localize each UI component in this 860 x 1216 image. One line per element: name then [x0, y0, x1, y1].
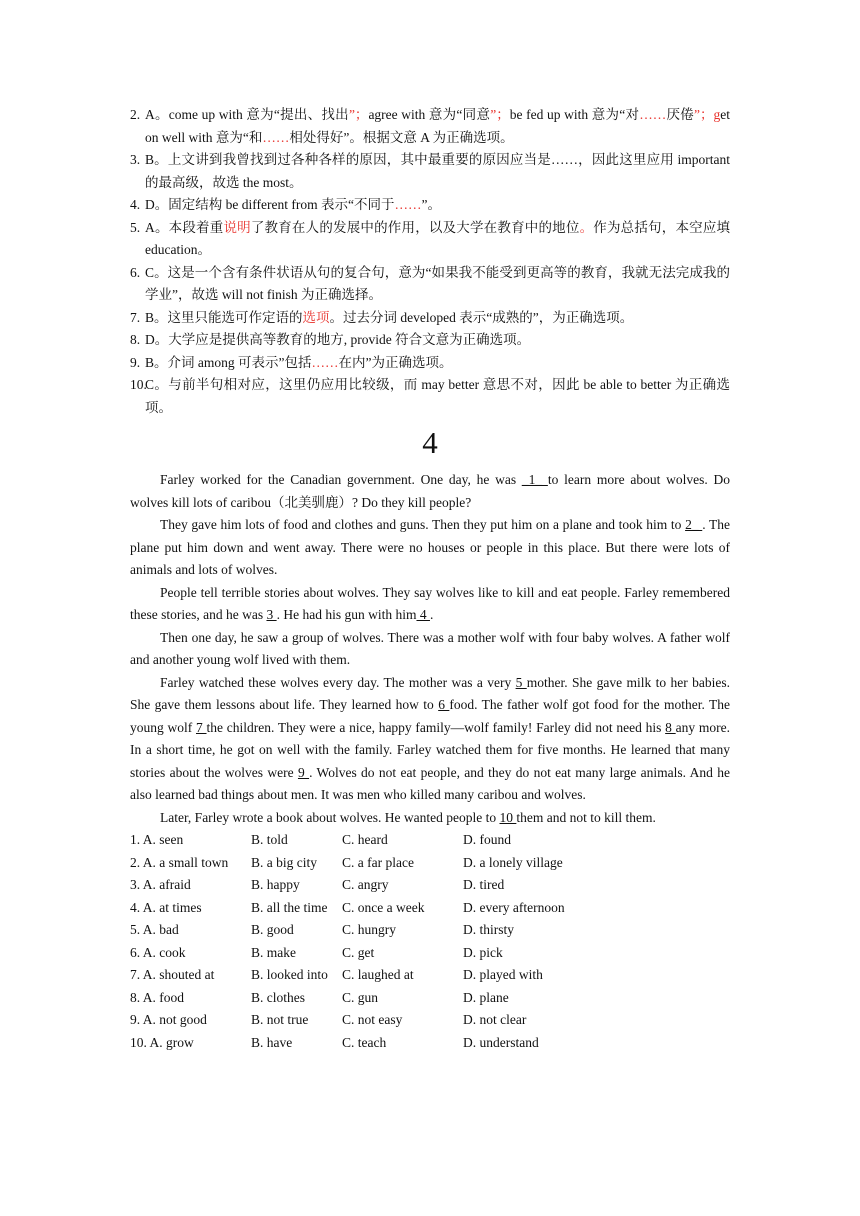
- option-cell: B. make: [251, 944, 296, 960]
- answer-number: 8.: [130, 332, 141, 347]
- answer-item: [130, 149, 730, 194]
- blank-number: 8: [665, 719, 676, 735]
- answer-text: 了教育在人的发展中的作用，以及大学在教育中的地位: [250, 219, 580, 235]
- passage-text: . The plane put him down and went away. There were no houses or people in this place. But there were lots of animals and lots of wolves.: [130, 517, 730, 577]
- highlighted-text: ……: [639, 107, 667, 122]
- passage-paragraph: [130, 514, 730, 582]
- option-cell: D. thirsty: [463, 922, 515, 937]
- passage-text: .: [429, 607, 434, 622]
- option-cell: D. tired: [463, 877, 505, 892]
- option-cell: C. a far place: [342, 854, 414, 870]
- option-cell: D. every afternoon: [463, 899, 565, 915]
- option-cell: C. laughed at: [342, 967, 414, 982]
- highlighted-text: ”；: [348, 107, 369, 122]
- option-cell: 7. A. shouted at: [130, 967, 215, 982]
- answer-text: A。本段着重: [145, 219, 224, 235]
- answer-item: [130, 262, 730, 307]
- option-cell: C. hungry: [342, 922, 396, 937]
- passage-text: to learn more about wolves. Do wolves kill lots of caribou（北美驯鹿）? Do they kill people?: [130, 472, 731, 510]
- option-cell: 2. A. a small town: [130, 854, 229, 870]
- passage-text: them and not to kill them.: [516, 809, 656, 825]
- option-cell: C. not easy: [342, 1012, 403, 1027]
- passage-text: Then one day, he saw a group of wolves. There was a mother wolf with four baby wolves. A father wolf and another young wolf lived with them.: [130, 629, 730, 667]
- answer-number: 3.: [130, 152, 141, 167]
- blank-number: 3: [266, 607, 277, 622]
- highlighted-text: ”；g: [694, 107, 721, 122]
- passage-text: They gave him lots of food and clothes and guns. Then they put him on a plane and took him to: [160, 517, 686, 532]
- blank-number: 6: [438, 697, 450, 712]
- answer-item: [130, 374, 730, 419]
- answer-number: 7.: [130, 309, 141, 325]
- highlighted-text: 。: [579, 219, 594, 235]
- highlighted-text: ……: [394, 197, 422, 212]
- options-table: [130, 829, 663, 1054]
- cloze-passage: [130, 469, 730, 829]
- option-row: [130, 964, 663, 987]
- option-cell: D. not clear: [463, 1012, 527, 1027]
- answer-text: B。上文讲到我曾找到过各种各样的原因，其中最重要的原因应当是……，因此这里应用 important 的最高级，故选 the most。: [145, 152, 730, 190]
- answer-text: B。介词 among 可表示”包括: [145, 354, 312, 370]
- passage-text: Later, Farley wrote a book about wolves. He wanted people to: [160, 809, 500, 825]
- answer-item: [130, 217, 730, 262]
- option-cell: C. teach: [342, 1034, 387, 1050]
- answer-number: 6.: [130, 264, 141, 280]
- highlighted-text: 说明: [223, 219, 251, 235]
- answer-number: 9.: [130, 354, 141, 370]
- option-cell: C. angry: [342, 877, 389, 892]
- passage-paragraph: [130, 672, 730, 807]
- answer-text: agree with 意为“同意: [368, 107, 491, 122]
- highlighted-text: 选项: [302, 309, 330, 325]
- passage-paragraph: [130, 582, 730, 627]
- answer-number: 5.: [130, 219, 141, 235]
- option-cell: B. looked into: [251, 967, 328, 982]
- option-cell: B. clothes: [251, 989, 305, 1005]
- passage-paragraph: [130, 469, 730, 514]
- blank-number: 4: [416, 607, 430, 622]
- answer-explanations: [130, 104, 730, 419]
- answer-text: D。大学应是提供高等教育的地方, provide 符合文意为正确选项。: [145, 332, 531, 347]
- section-heading: 4: [422, 425, 438, 460]
- answer-number: 4.: [130, 197, 141, 212]
- passage-text: mother. She gave milk to her babies. She gave them lessons about life. They learned how to: [130, 674, 730, 712]
- passage-text: . He had his gun with him: [276, 607, 417, 622]
- option-row: [130, 942, 663, 965]
- option-cell: D. played with: [463, 967, 543, 982]
- option-row: [130, 1009, 663, 1032]
- option-cell: B. a big city: [251, 854, 317, 870]
- answer-text: 相处得好”。根据文意 A 为正确选项。: [289, 129, 514, 145]
- option-row: [130, 897, 663, 920]
- option-cell: B. not true: [251, 1012, 309, 1027]
- option-cell: C. once a week: [342, 899, 425, 915]
- passage-text: food. The father wolf got food for the mother. The young wolf: [130, 697, 731, 735]
- option-cell: B. have: [251, 1034, 293, 1050]
- blank-number: _1_: [521, 472, 548, 487]
- option-cell: D. understand: [463, 1034, 539, 1050]
- option-cell: 3. A. afraid: [130, 877, 191, 892]
- answer-number: 10.: [130, 377, 147, 392]
- option-cell: 9. A. not good: [130, 1012, 207, 1027]
- passage-text: the children. They were a nice, happy family—wolf family! Farley did not need his: [206, 719, 666, 735]
- highlighted-text: ……: [262, 129, 290, 145]
- passage-text: Farley watched these wolves every day. The mother was a very: [160, 674, 516, 690]
- blank-number: 7: [196, 719, 207, 735]
- answer-text: ”。: [421, 197, 441, 212]
- option-cell: D. pick: [463, 944, 503, 960]
- answer-text: B。这里只能选可作定语的: [145, 309, 303, 325]
- option-cell: B. good: [251, 922, 294, 937]
- highlighted-text: ”；: [490, 107, 510, 122]
- answer-item: [130, 194, 730, 217]
- answer-number: 2.: [130, 107, 141, 122]
- option-row: [130, 987, 663, 1010]
- option-row: [130, 1032, 663, 1055]
- option-row: [130, 829, 663, 852]
- blank-number: 9: [297, 764, 310, 780]
- option-cell: 6. A. cook: [130, 944, 186, 960]
- answer-text: D。固定结构 be different from 表示“不同于: [145, 197, 395, 212]
- passage-text: People tell terrible stories about wolves. They say wolves like to kill and eat people. Farley remembered these stories, and he was: [130, 584, 730, 622]
- passage-text: . Wolves do not eat people, and they do not eat many large animals. And he also learned bad things about men. It was men who killed many caribou and wolves.: [130, 764, 730, 802]
- option-cell: 4. A. at times: [130, 899, 202, 915]
- option-cell: B. told: [251, 832, 288, 847]
- option-row: [130, 919, 663, 942]
- option-cell: 8. A. food: [130, 989, 184, 1005]
- option-row: [130, 874, 663, 897]
- blank-number: 5: [515, 674, 527, 690]
- option-cell: 10. A. grow: [130, 1034, 194, 1050]
- option-cell: 5. A. bad: [130, 922, 179, 937]
- blank-number: 10: [499, 809, 517, 825]
- option-cell: B. happy: [251, 877, 300, 892]
- option-cell: D. plane: [463, 989, 509, 1005]
- answer-text: A。come up with 意为“提出、找出: [145, 107, 349, 122]
- answer-text: 。过去分词 developed 表示“成熟的”，为正确选项。: [329, 309, 634, 325]
- answer-text: 在内”为正确选项。: [338, 354, 453, 370]
- passage-paragraph: [130, 807, 730, 830]
- passage-text: any more. In a short time, he got on well with the family. Farley watched them for five months. He learned that many stories about the wolves were: [130, 719, 731, 780]
- option-cell: D. found: [463, 832, 511, 847]
- answer-text: be fed up with 意为“对: [509, 107, 640, 122]
- blank-number: 2_: [685, 517, 703, 532]
- answer-text: 厌倦: [666, 107, 695, 122]
- answer-item: [130, 307, 730, 330]
- option-cell: 1. A. seen: [130, 832, 184, 847]
- answer-text: C。这是一个含有条件状语从句的复合句，意为“如果我不能受到更高等的教育，我就无法完成我的学业”，故选 will not finish 为正确选择。: [145, 264, 730, 302]
- answer-item: [130, 104, 730, 149]
- option-cell: C. gun: [342, 989, 379, 1005]
- answer-text: C。与前半句相对应，这里仍应用比较级，而 may better 意思不对，因此 be able to better 为正确选项。: [145, 377, 730, 415]
- answer-text: 作为总括句，本空应填 education。: [145, 219, 731, 257]
- document-page: [130, 104, 730, 1054]
- answer-item: [130, 329, 730, 352]
- answer-item: [130, 352, 730, 375]
- option-cell: C. get: [342, 944, 375, 960]
- option-cell: B. all the time: [251, 899, 328, 915]
- highlighted-text: ……: [311, 354, 339, 370]
- option-cell: C. heard: [342, 832, 388, 847]
- passage-text: Farley worked for the Canadian government. One day, he was: [160, 472, 522, 487]
- option-cell: D. a lonely village: [463, 854, 563, 870]
- passage-paragraph: [130, 627, 730, 672]
- option-row: [130, 852, 663, 875]
- answer-text: et on well with 意为“和: [145, 107, 731, 145]
